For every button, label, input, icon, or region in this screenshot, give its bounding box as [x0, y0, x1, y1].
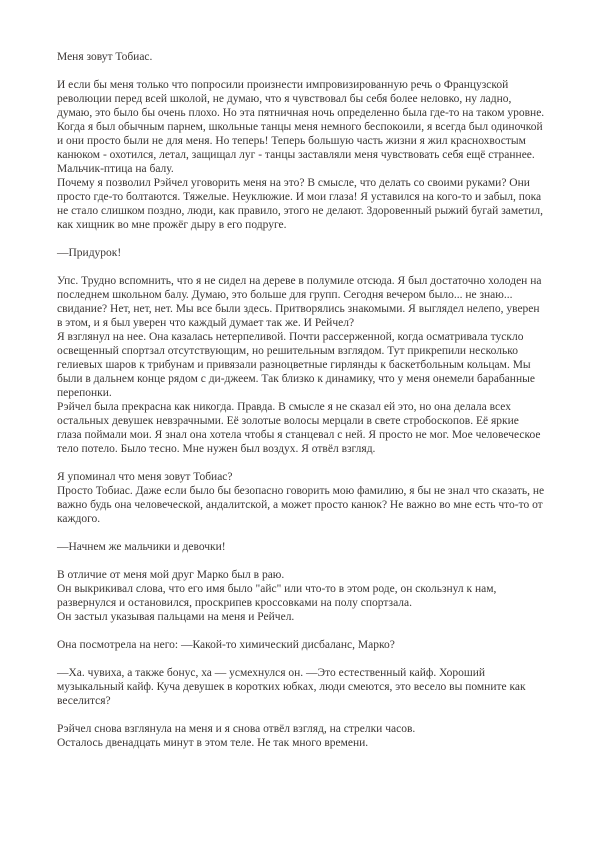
text-block	[57, 722, 546, 750]
dialogue-paragraph: Она посмотрела на него: —Какой-то химический дисбаланс, Марко?	[57, 639, 395, 651]
paragraph: Он застыл указывая пальцами на меня и Рейчел.	[57, 611, 295, 623]
text-block	[57, 246, 546, 260]
text-block	[57, 470, 546, 526]
dialogue-paragraph: —Придурок!	[57, 247, 122, 259]
paragraph: Осталось двенадцать минут в этом теле. Не так много времени.	[57, 737, 369, 749]
dialogue-paragraph: —Начнем же мальчики и девочки!	[57, 541, 226, 553]
text-block	[57, 274, 546, 456]
text-block	[57, 50, 546, 64]
text-block	[57, 568, 546, 624]
text-block	[57, 78, 546, 232]
paragraph: Почему я позволил Рэйчел уговорить меня на это? В смысле, что делать со своими руками? Они просто где-то болтаются. Тяжелые. Неуклюжие. И мои глаза! Я уставился на кого-то и забыл, пока не стало слишком поздно, люди, как правило, этого не делают. Здоровенный рыжий бугай заметил, как хищник во мне прожёг дыру в его подруге.	[57, 177, 544, 231]
paragraph: Я взглянул на нее. Она казалась нетерпеливой. Почти рассерженной, когда осматривала тускло освещенный спортзал отсутствующим, но решительным взглядом. Тут прикрепили несколько гелиевых шаров к трибунам и привязали разноцветные гирлянды к баскетбольным кольцам. Мы были в дальнем конце рядом с ди-джеем. Так близко к динамику, что у меня онемели барабанные перепонки.	[57, 331, 535, 399]
paragraph: Меня зовут Тобиас.	[57, 51, 153, 63]
paragraph: Я упоминал что меня зовут Тобиас?	[57, 471, 233, 483]
paragraph: Он выкрикивал слова, что его имя было "айс" или что-то в этом роде, он скользнул к нам, развернулся и остановился, проскрипев кроссовками на полу спортзала.	[57, 583, 497, 609]
text-block	[57, 666, 546, 708]
paragraph: Просто Тобиас. Даже если было бы безопасно говорить мою фамилию, я бы не знал что сказать, не важно будь она человеческой, андалитской, а может просто канюк? Не важно во мне есть что-то от каждого.	[57, 485, 545, 525]
text-block	[57, 638, 546, 652]
paragraph: В отличие от меня мой друг Марко был в раю.	[57, 569, 285, 581]
dialogue-paragraph: —Ха. чувиха, а также бонус, ха — усмехнулся он. —Это естественный кайф. Хороший музыкальный кайф. Куча девушек в коротких юбках, люди смеются, это весело вы помните как веселится?	[57, 667, 526, 707]
text-block	[57, 540, 546, 554]
paragraph: Рэйчел была прекрасна как никогда. Правда. В смысле я не сказал ей это, но она делала всех остальных девушек невзрачными. Её золотые волосы мерцали в свете стробоскопов. Её яркие глаза поймали мои. Я знал она хотела чтобы я станцевал с ней. Я просто не мог. Мое человеческое тело потело. Было тесно. Мне нужен был воздух. Я отвёл взгляд.	[57, 401, 541, 455]
paragraph: Рэйчел снова взглянула на меня и я снова отвёл взгляд, на стрелки часов.	[57, 723, 416, 735]
text-column	[57, 50, 546, 750]
paragraph: Упс. Трудно вспомнить, что я не сидел на дереве в полумиле отсюда. Я был достаточно холоден на последнем школьном балу. Думаю, это больше для групп. Сегодня вечером было... не знаю... свидание? Нет, нет, нет. Мы все были здесь. Притворялись знакомыми. Я выглядел нелепо, уверен в этом, и я был уверен что каждый думает так же. И Рейчел?	[57, 275, 542, 329]
paragraph: Когда я был обычным парнем, школьные танцы меня немного беспокоили, я всегда был одиночкой и они просто были не для меня. Но теперь! Теперь большую часть жизни я жил краснохвостым канюком - охотился, летал, защищал луг - танцы заставляли меня чувствовать себя ещё страннее. Мальчик-птица на балу.	[57, 121, 543, 175]
paragraph: И если бы меня только что попросили произнести импровизированную речь о Французской революции перед всей школой, не думаю, что я чувствовал бы себя более неловко, ну ладно, думаю, это было бы очень плохо. Но эта пятничная ночь определенно была где-то на таком уровне.	[57, 79, 545, 119]
